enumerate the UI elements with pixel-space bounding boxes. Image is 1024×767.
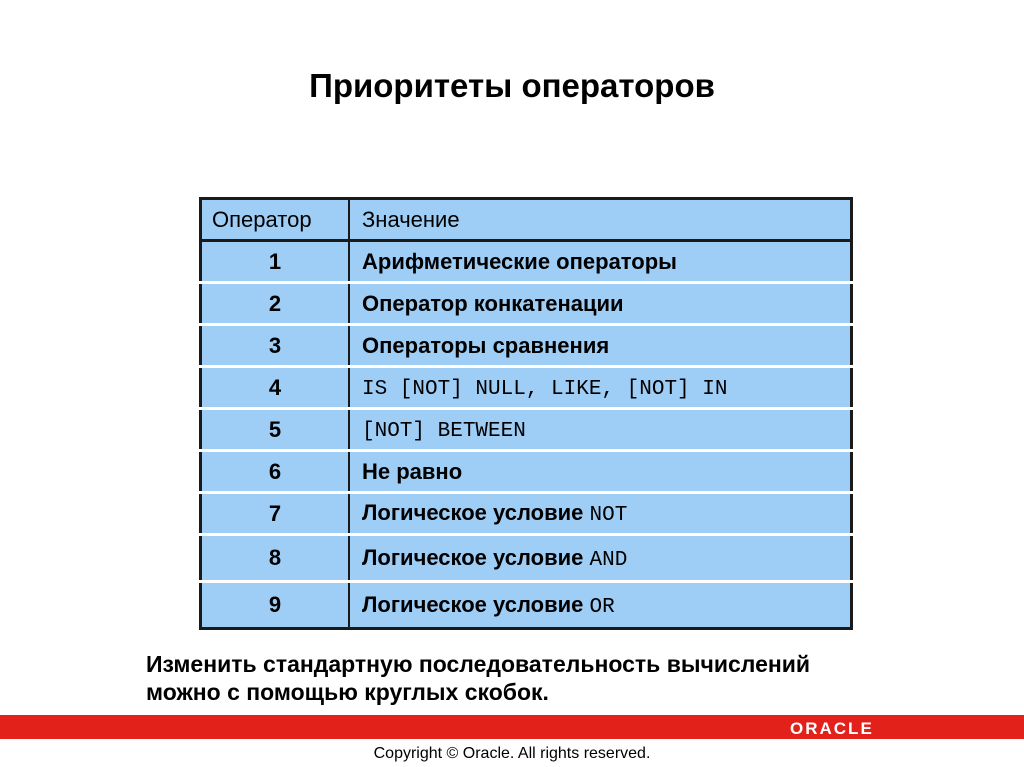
row-code: OR — [589, 595, 615, 619]
header-meaning: Значение — [349, 199, 852, 241]
note-line-2: можно с помощью круглых скобок. — [146, 679, 549, 705]
row-number: 3 — [201, 325, 350, 367]
table-row — [201, 535, 852, 582]
table-row — [201, 283, 852, 325]
row-number: 5 — [201, 409, 350, 451]
row-number: 6 — [201, 451, 350, 493]
row-text: Оператор конкатенации — [349, 283, 852, 325]
operator-priority-table — [199, 197, 853, 630]
table-row — [201, 409, 852, 451]
row-number: 2 — [201, 283, 350, 325]
row-text — [349, 409, 852, 451]
note-text — [146, 650, 810, 706]
slide-title: Приоритеты операторов — [309, 67, 715, 104]
row-text: Арифметические операторы — [349, 241, 852, 283]
row-number: 9 — [201, 582, 350, 629]
header-operator: Оператор — [201, 199, 350, 241]
row-text — [349, 367, 852, 409]
copyright-text: Copyright © Oracle. All rights reserved. — [373, 745, 651, 762]
table-header-row — [201, 199, 852, 241]
row-number: 7 — [201, 493, 350, 535]
row-number: 8 — [201, 535, 350, 582]
row-code: IS [NOT] NULL, LIKE, [NOT] IN — [362, 378, 728, 401]
table-row — [201, 325, 852, 367]
table-row — [201, 367, 852, 409]
table-row — [201, 241, 852, 283]
table-row — [201, 582, 852, 629]
row-text: Не равно — [349, 451, 852, 493]
row-text: Логическое условие NOT — [349, 493, 852, 535]
row-code: AND — [589, 548, 628, 572]
note-line-1: Изменить стандартную последовательность вычислений — [146, 651, 811, 677]
row-text: Операторы сравнения — [349, 325, 852, 367]
row-text: Логическое условие AND — [349, 535, 852, 582]
table-row — [201, 451, 852, 493]
table-row — [201, 493, 852, 535]
row-text: Логическое условие OR — [349, 582, 852, 629]
row-number: 1 — [201, 241, 350, 283]
row-number: 4 — [201, 367, 350, 409]
row-code: NOT — [589, 504, 628, 527]
row-code: [NOT] BETWEEN — [362, 420, 526, 443]
oracle-logo: ORACLE — [790, 719, 874, 738]
